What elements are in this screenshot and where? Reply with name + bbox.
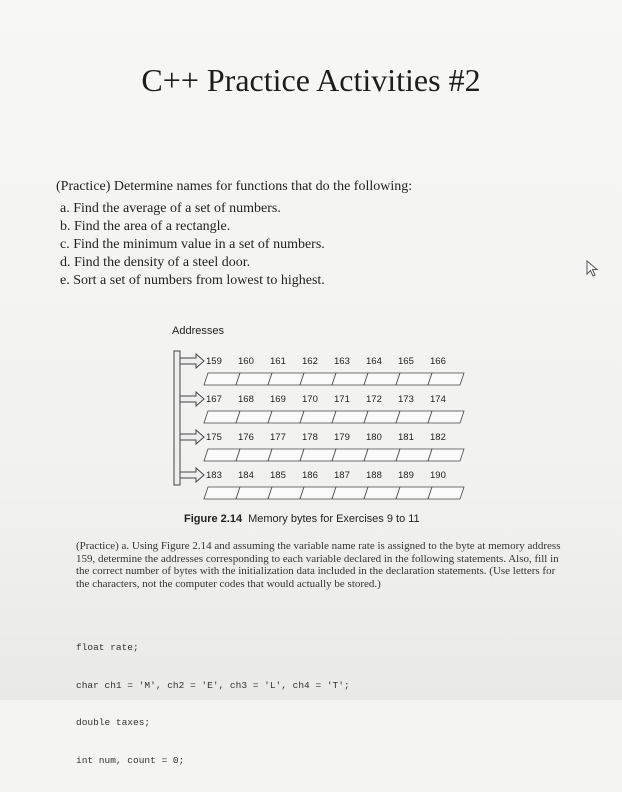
address-label: 173 xyxy=(398,394,414,405)
address-label: 183 xyxy=(206,470,222,481)
address-label: 187 xyxy=(334,470,350,481)
memory-byte-cell xyxy=(300,373,336,385)
address-label: 167 xyxy=(206,394,222,405)
address-arrow xyxy=(180,468,204,482)
memory-byte-cell xyxy=(364,449,400,461)
code-line: char ch1 = 'M', ch2 = 'E', ch3 = 'L', ch4 = 'T'; xyxy=(76,679,350,691)
memory-diagram xyxy=(172,339,472,529)
address-label: 178 xyxy=(302,432,318,443)
address-label: 162 xyxy=(302,356,318,367)
question-item-a: a. Find the average of a set of numbers. xyxy=(60,201,281,216)
memory-byte-cell xyxy=(364,487,400,499)
code-line: double taxes; xyxy=(76,717,151,728)
memory-byte-cell xyxy=(396,411,432,423)
figure-heading: Addresses xyxy=(172,325,224,337)
memory-byte-cell xyxy=(204,373,240,385)
question-intro: (Practice) Determine names for functions that do the following: xyxy=(56,179,413,194)
address-label: 169 xyxy=(270,394,286,405)
practice-question-1 xyxy=(56,178,580,290)
memory-byte-cell xyxy=(236,449,272,461)
memory-byte-cell xyxy=(300,487,336,499)
figure-caption-label: Figure 2.14 xyxy=(184,513,243,525)
memory-byte-cell xyxy=(268,411,304,423)
address-label: 189 xyxy=(398,470,414,481)
address-arrow xyxy=(180,354,204,368)
memory-byte-cell xyxy=(204,411,240,423)
code-line: int num, count = 0; xyxy=(76,754,185,766)
memory-figure xyxy=(172,325,472,530)
memory-byte-cell xyxy=(268,373,304,385)
memory-byte-cell xyxy=(300,411,336,423)
memory-byte-cell xyxy=(428,411,464,423)
address-label: 163 xyxy=(334,356,350,367)
question-item-b: b. Find the area of a rectangle. xyxy=(60,219,231,234)
address-label: 186 xyxy=(302,470,318,481)
address-label: 160 xyxy=(238,356,254,367)
question-2-text: (Practice) a. Using Figure 2.14 and assuming the variable name rate is assigned to the byte at memory address 159, determine the addresses corresponding to each variable declared in the following statements. Also, fill in the correct number of bytes with the initialization data included in the declaration statements. (Use letters for the characters, not the computer codes that would actually be stored.) xyxy=(76,540,561,590)
memory-byte-cell xyxy=(364,373,400,385)
address-label: 184 xyxy=(238,470,254,481)
address-label: 175 xyxy=(206,432,222,443)
memory-byte-cell xyxy=(332,487,368,499)
address-label: 164 xyxy=(366,356,382,367)
practice-question-2 xyxy=(76,540,566,590)
code-line: float rate; xyxy=(76,642,139,653)
address-label: 180 xyxy=(366,432,382,443)
address-label: 177 xyxy=(270,432,286,443)
code-block xyxy=(76,617,350,792)
memory-byte-cell xyxy=(332,411,368,423)
address-label: 176 xyxy=(238,432,254,443)
memory-byte-cell xyxy=(300,449,336,461)
address-bus xyxy=(174,351,180,485)
question-item-e: e. Sort a set of numbers from lowest to highest. xyxy=(60,273,325,288)
address-label: 166 xyxy=(430,356,446,367)
memory-byte-cell xyxy=(204,487,240,499)
address-label: 159 xyxy=(206,356,222,367)
address-label: 165 xyxy=(398,356,414,367)
address-label: 161 xyxy=(270,356,286,367)
mouse-cursor-icon xyxy=(586,260,600,278)
memory-byte-cell xyxy=(396,487,432,499)
address-arrow xyxy=(180,392,204,406)
address-label: 181 xyxy=(398,432,414,443)
address-label: 174 xyxy=(430,394,446,405)
memory-byte-cell xyxy=(428,449,464,461)
memory-byte-cell xyxy=(332,449,368,461)
address-label: 188 xyxy=(366,470,382,481)
address-label: 171 xyxy=(334,394,350,405)
memory-byte-cell xyxy=(332,373,368,385)
figure-caption xyxy=(184,513,420,525)
memory-byte-cell xyxy=(364,411,400,423)
address-label: 168 xyxy=(238,394,254,405)
memory-byte-cell xyxy=(236,373,272,385)
memory-byte-cell xyxy=(268,487,304,499)
question-item-c: c. Find the minimum value in a set of numbers. xyxy=(60,237,325,252)
page-title: C++ Practice Activities #2 xyxy=(141,62,481,98)
address-label: 179 xyxy=(334,432,350,443)
address-label: 185 xyxy=(270,470,286,481)
address-label: 190 xyxy=(430,470,446,481)
memory-byte-cell xyxy=(268,449,304,461)
question-item-d: d. Find the density of a steel door. xyxy=(60,255,251,270)
address-label: 172 xyxy=(366,394,382,405)
address-label: 170 xyxy=(302,394,318,405)
address-arrow xyxy=(180,430,204,444)
memory-byte-cell xyxy=(428,373,464,385)
memory-byte-cell xyxy=(236,487,272,499)
figure-caption-text: Memory bytes for Exercises 9 to 11 xyxy=(248,513,420,525)
memory-byte-cell xyxy=(396,449,432,461)
address-label: 182 xyxy=(430,432,446,443)
memory-byte-cell xyxy=(396,373,432,385)
memory-byte-cell xyxy=(236,411,272,423)
memory-byte-cell xyxy=(204,449,240,461)
memory-byte-cell xyxy=(428,487,464,499)
